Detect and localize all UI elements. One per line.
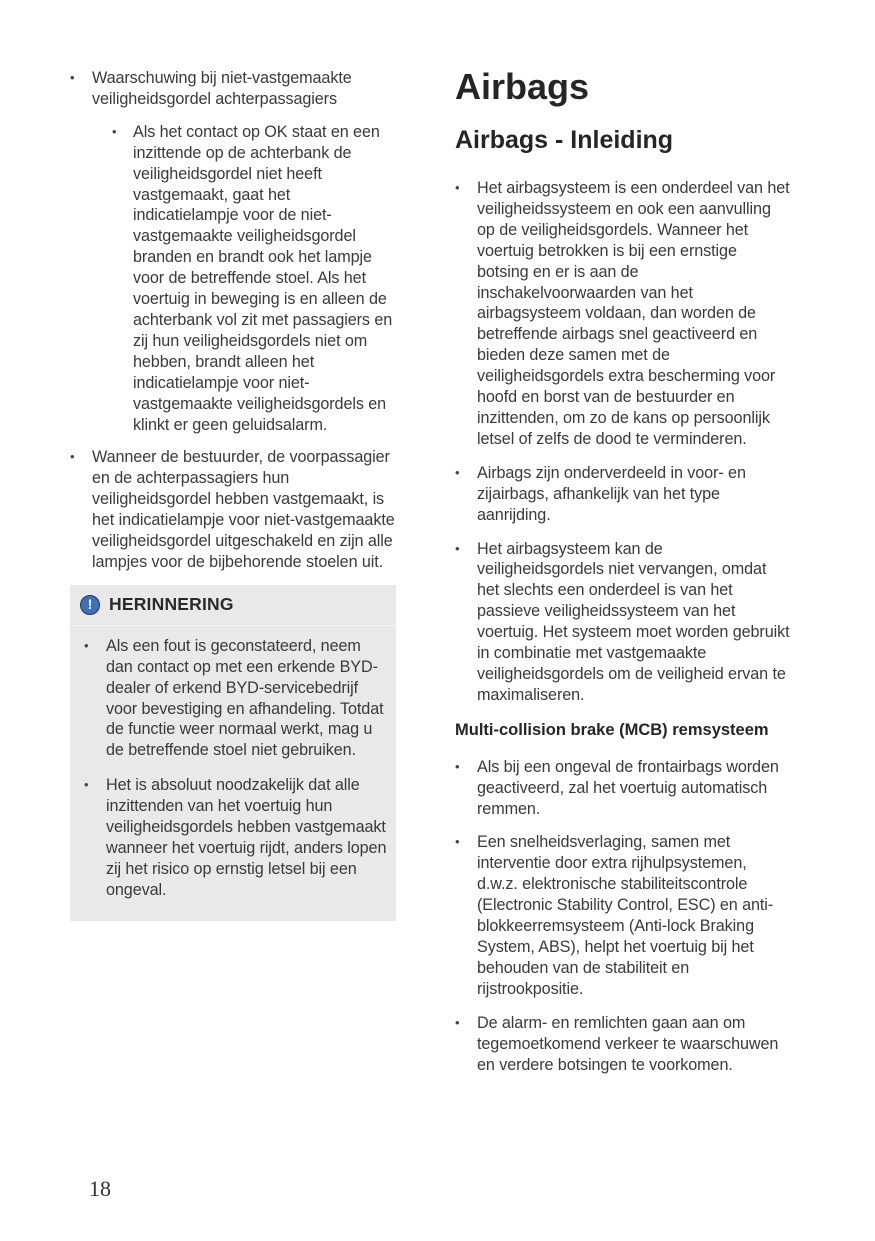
sub-list-item: • Als het contact op OK staat en een inzittende op de achterbank de veiligheidsgordel niet heeft vastgemaakt, gaat het indicatielampje voor de niet-vastgemaakte veiligheidsgordel branden en brandt ook het lampje voor de betreffende stoel. Als het voertuig in beweging is en alleen de achterbank vol zit met passagiers en zij hun veiligheidsgordels niet om hebben, brandt alleen het indicatielampje voor niet-vastgemaakte veiligheidsgordels en klinkt er geen geluidsalarm. <box>112 122 400 436</box>
reminder-box <box>70 585 396 921</box>
reminder-item: • Als een fout is geconstateerd, neem dan contact op met een erkende BYD-dealer of erkend BYD-servicebedrijf voor bevestiging en afhandeling. Totdat de functie weer normaal werkt, mag u de betreffende stoel niet gebruiken. <box>84 636 388 761</box>
reminder-item: • Het is absoluut noodzakelijk dat alle inzittenden van het voertuig hun veiligheidsgordels hebben vastgemaakt wanneer het voertuig rijdt, anders lopen zij het risico op ernstig letsel bij een ongeval. <box>84 775 388 900</box>
list-item <box>70 68 400 435</box>
list-item: • De alarm- en remlichten gaan aan om tegemoetkomend verkeer te waarschuwen en verdere botsingen te voorkomen. <box>455 1013 790 1076</box>
sub-list <box>112 122 400 436</box>
seatbelt-warning-list <box>70 68 400 573</box>
list-item: • Het airbagsysteem kan de veiligheidsgordels niet vervangen, omdat het slechts een onderdeel is van het passieve veiligheidssysteem van het voertuig. Het systeem moet worden gebruikt in combinatie met vastgemaakte veiligheidsgordels om de veiligheid ervan te maximaliseren. <box>455 539 790 706</box>
list-item-text: Waarschuwing bij niet-vastgemaakte veiligheidsgordel achterpassagiers <box>92 69 352 108</box>
reminder-header <box>70 585 396 626</box>
section-title: Airbags - Inleiding <box>455 126 674 154</box>
list-item: • Als bij een ongeval de frontairbags worden geactiveerd, zal het voertuig automatisch remmen. <box>455 757 790 820</box>
reminder-title: HERINNERING <box>109 594 234 615</box>
left-column <box>70 68 400 921</box>
right-column <box>455 64 790 1088</box>
list-item: • Het airbagsysteem is een onderdeel van het veiligheidssysteem en ook een aanvulling op de veiligheidsgordels. Wanneer het voertuig betrokken is bij een ernstige botsing en er is aan de inschakelvoorwaarden van het airbagsysteem voldaan, dan worden de betreffende airbags snel geactiveerd en bieden deze samen met de veiligheidsgordels extra bescherming voor hoofd en borst van de bestuurder en inzittenden, om zo de kans op persoonlijk letsel of zelfs de dood te verminderen. <box>455 178 790 450</box>
list-item: • Airbags zijn onderverdeeld in voor- en zijairbags, afhankelijk van het type aanrijding. <box>455 463 790 526</box>
mcb-subheading: Multi-collision brake (MCB) remsysteem <box>455 720 769 739</box>
list-item: • Wanneer de bestuurder, de voorpassagier en de achterpassagiers hun veiligheidsgordel hebben vastgemaakt, is het indicatielampje voor niet-vastgemaakte veiligheidsgordel uitgeschakeld en zijn alle lampjes voor de bijbehorende stoelen uit. <box>70 447 400 572</box>
list-item: • Een snelheidsverlaging, samen met interventie door extra rijhulpsystemen, d.w.z. elektronische stabiliteitscontrole (Electronic Stability Control, ESC) en anti-blokkeerremsysteem (Anti-lock Braking System, ABS), helpt het voertuig bij het behouden van de stabiliteit en rijstrookpositie. <box>455 832 790 999</box>
airbag-intro-list <box>455 178 790 706</box>
info-exclamation-icon: ! <box>80 595 100 615</box>
page-number: 18 <box>89 1176 111 1201</box>
mcb-list <box>455 757 790 1076</box>
reminder-list <box>70 626 396 901</box>
page-title: Airbags <box>455 66 590 107</box>
